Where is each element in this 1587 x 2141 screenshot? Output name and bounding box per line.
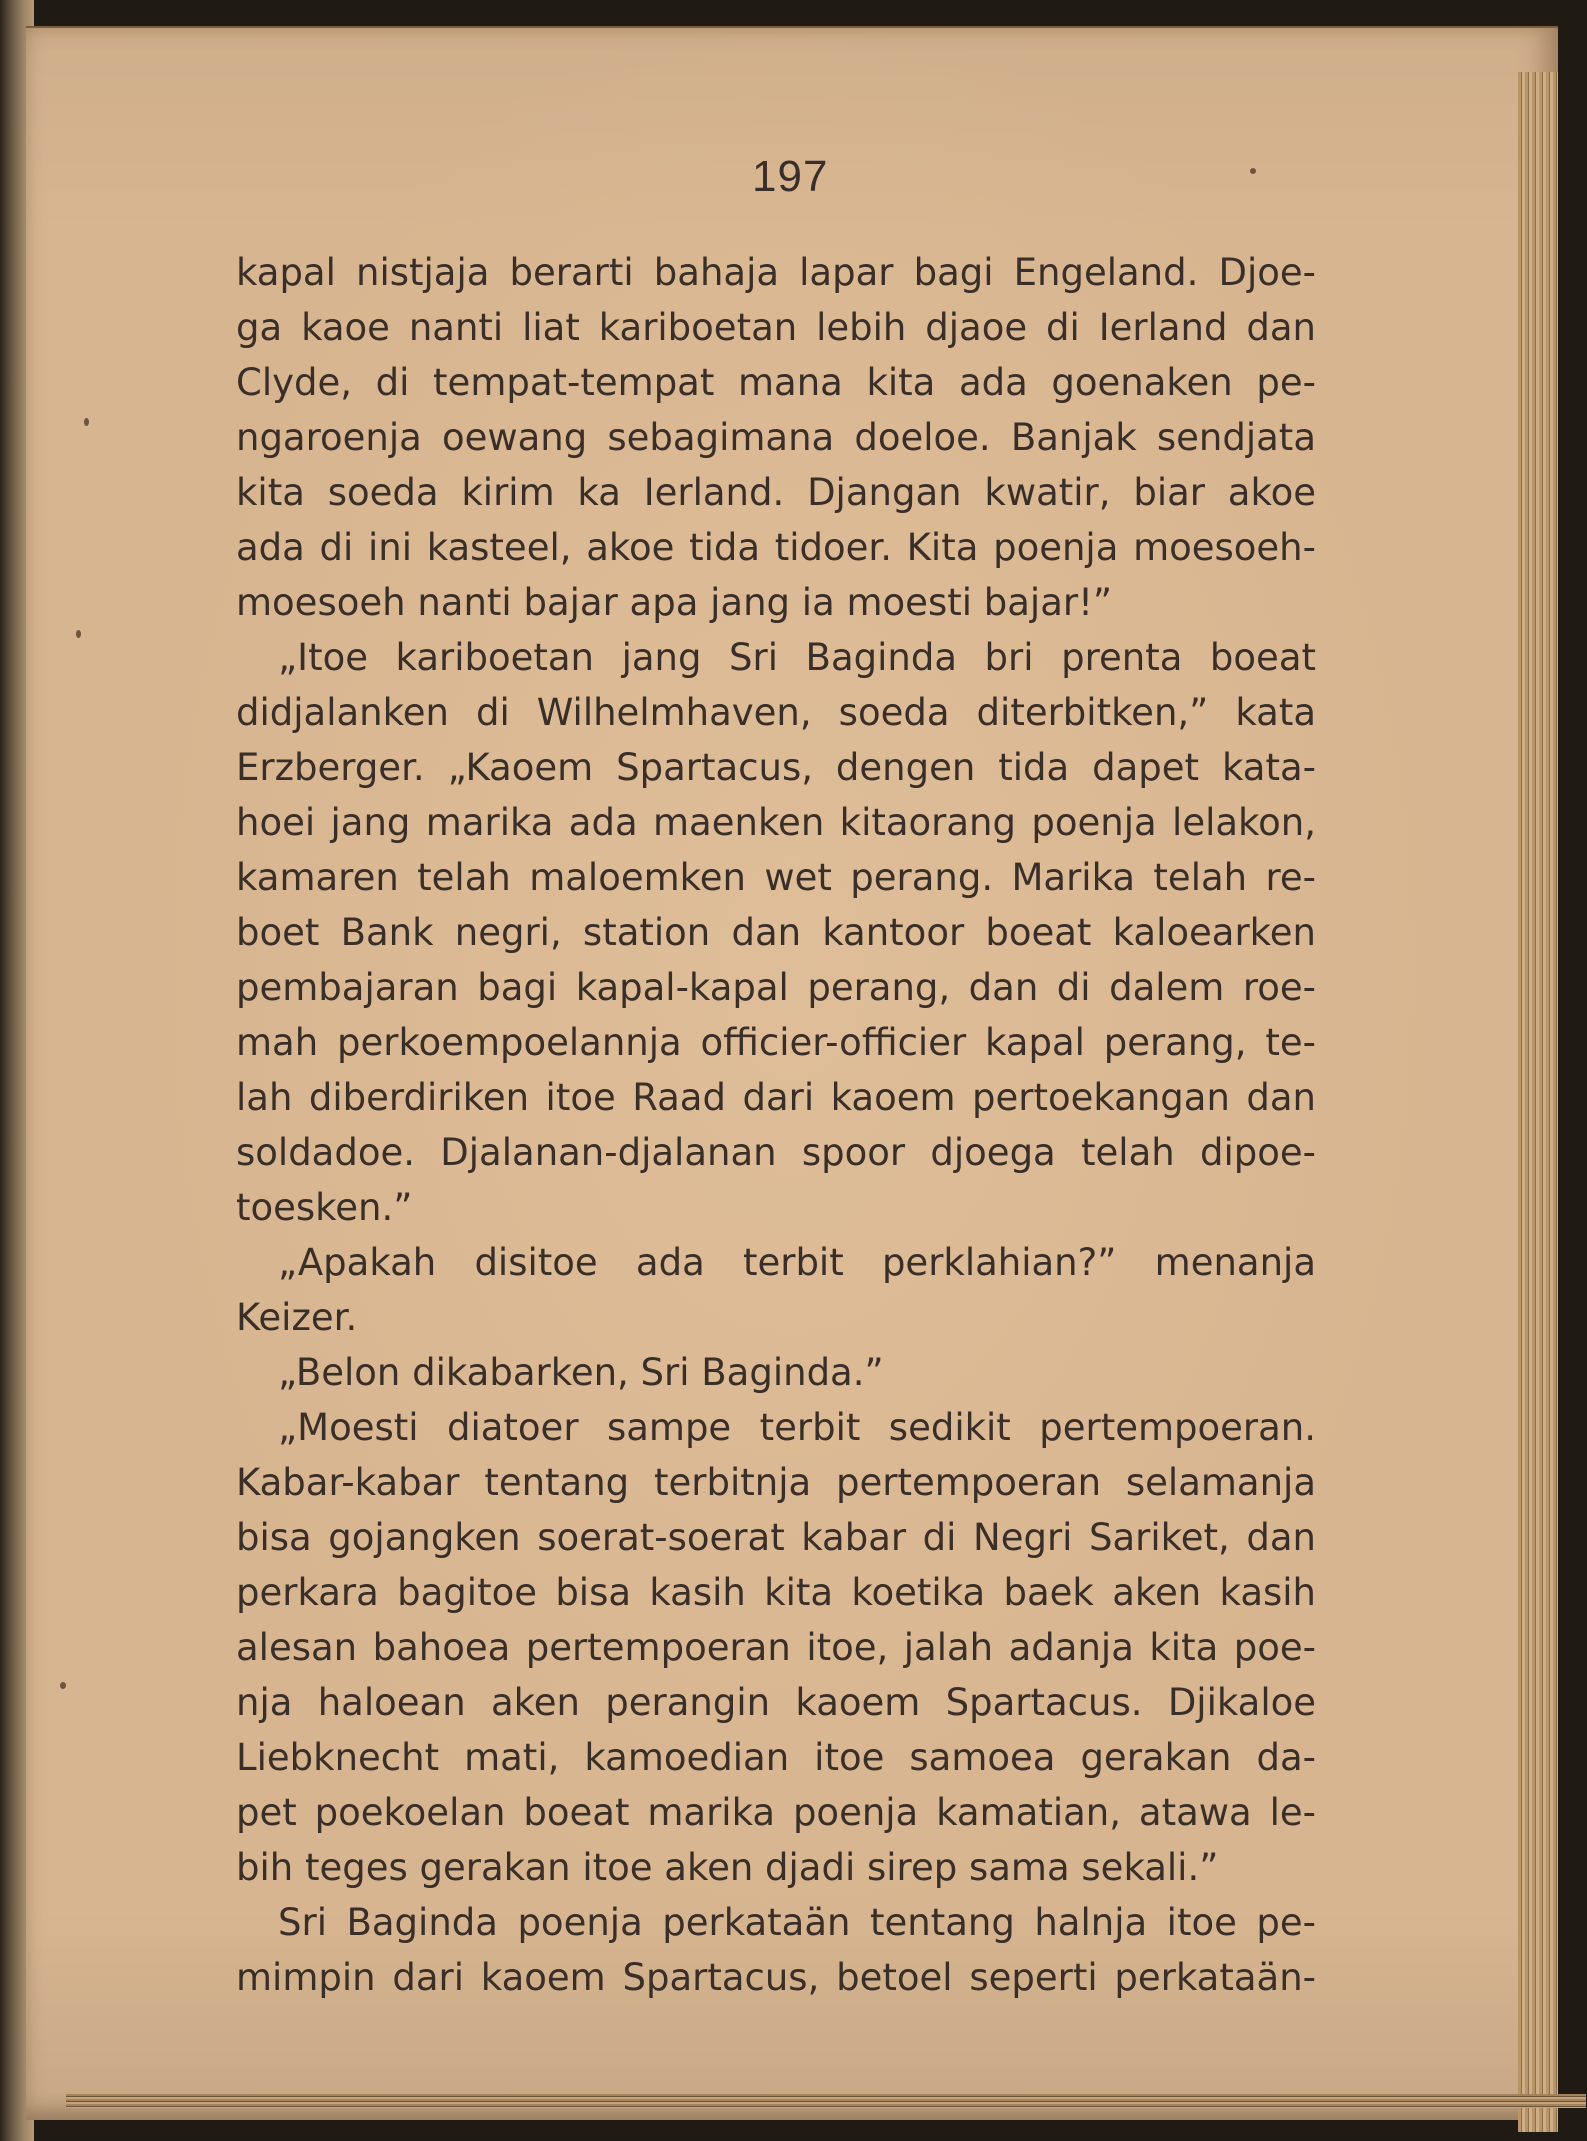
text-line: pet poekoelan boeat marika poenja kamatian, atawa le- bbox=[236, 1791, 1316, 1834]
text-line: „Apakah disitoe ada terbit perklahian?” menanja bbox=[278, 1241, 1316, 1284]
page-number: 197 bbox=[752, 152, 829, 201]
text-line: Erzberger. „Kaoem Spartacus, dengen tida dapet kata- bbox=[236, 746, 1316, 789]
text-line: soldadoe. Djalanan-djalanan spoor djoega telah dipoe- bbox=[236, 1131, 1316, 1174]
ink-speck bbox=[1250, 168, 1256, 174]
text-line: kita soeda kirim ka Ierland. Djangan kwatir, biar akoe bbox=[236, 471, 1316, 514]
text-line: alesan bahoea pertempoeran itoe, jalah adanja kita poe- bbox=[236, 1626, 1316, 1669]
text-line: bih teges gerakan itoe aken djadi sirep sama sekali.” bbox=[236, 1846, 1219, 1889]
text-line: didjalanken di Wilhelmhaven, soeda diterbitken,” kata bbox=[236, 691, 1316, 734]
text-line: ngaroenja oewang sebagimana doeloe. Banjak sendjata bbox=[236, 416, 1316, 459]
text-line: ga kaoe nanti liat kariboetan lebih djaoe di Ierland dan bbox=[236, 306, 1316, 349]
text-line: Kabar-kabar tentang terbitnja pertempoeran selamanja bbox=[236, 1461, 1316, 1504]
text-line: hoei jang marika ada maenken kitaorang poenja lelakon, bbox=[236, 801, 1316, 844]
page-edges-right bbox=[1518, 72, 1558, 2132]
text-line: Liebknecht mati, kamoedian itoe samoea gerakan da- bbox=[236, 1736, 1316, 1779]
text-line: „Itoe kariboetan jang Sri Baginda bri prenta boeat bbox=[278, 636, 1316, 679]
text-line: moesoeh nanti bajar apa jang ia moesti bajar!” bbox=[236, 581, 1113, 624]
text-line: mimpin dari kaoem Spartacus, betoel seperti perkataän- bbox=[236, 1956, 1316, 1999]
text-line: mah perkoempoelannja officier-officier kapal perang, te- bbox=[236, 1021, 1316, 1064]
text-line: lah diberdiriken itoe Raad dari kaoem pertoekangan dan bbox=[236, 1076, 1316, 1119]
text-line: perkara bagitoe bisa kasih kita koetika baek aken kasih bbox=[236, 1571, 1316, 1614]
text-line: „Moesti diatoer sampe terbit sedikit pertempoeran. bbox=[278, 1406, 1316, 1449]
text-line: ada di ini kasteel, akoe tida tidoer. Kita poenja moesoeh- bbox=[236, 526, 1316, 569]
text-line: kapal nistjaja berarti bahaja lapar bagi Engeland. Djoe- bbox=[236, 251, 1316, 294]
ink-speck bbox=[60, 1682, 66, 1689]
text-line: kamaren telah maloemken wet perang. Marika telah re- bbox=[236, 856, 1316, 899]
text-line: toesken.” bbox=[236, 1186, 413, 1229]
page-edges-bottom bbox=[66, 2094, 1586, 2108]
text-line: nja haloean aken perangin kaoem Spartacus. Djikaloe bbox=[236, 1681, 1316, 1724]
text-line: pembajaran bagi kapal-kapal perang, dan di dalem roe- bbox=[236, 966, 1316, 1009]
text-line: Keizer. bbox=[236, 1296, 358, 1339]
text-line: Clyde, di tempat-tempat mana kita ada goenaken pe- bbox=[236, 361, 1316, 404]
text-line: „Belon dikabarken, Sri Baginda.” bbox=[278, 1351, 884, 1394]
text-line: boet Bank negri, station dan kantoor boeat kaloearken bbox=[236, 911, 1316, 954]
text-line: Sri Baginda poenja perkataän tentang halnja itoe pe- bbox=[278, 1901, 1316, 1944]
ink-speck bbox=[84, 418, 89, 426]
text-line: bisa gojangken soerat-soerat kabar di Negri Sariket, dan bbox=[236, 1516, 1316, 1559]
ink-speck bbox=[76, 630, 81, 638]
